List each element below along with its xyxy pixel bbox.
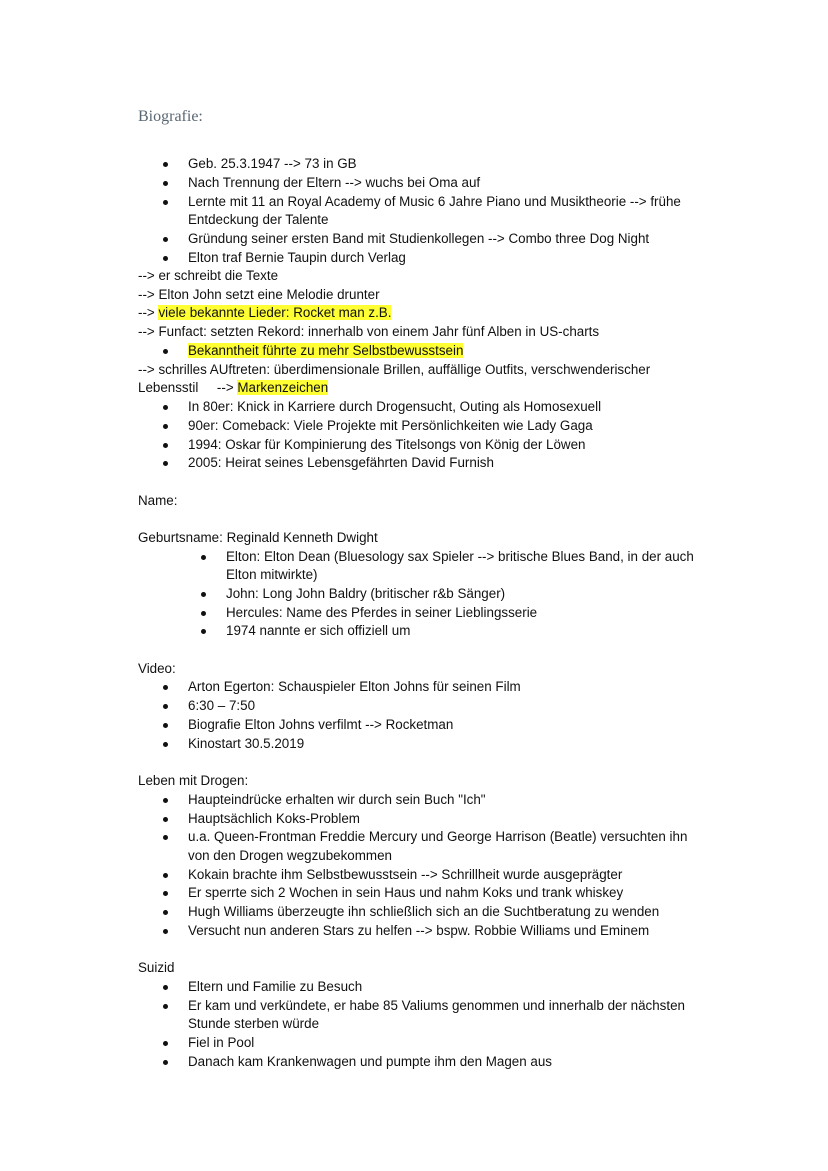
bullet — [163, 891, 168, 896]
bullet — [163, 835, 168, 840]
list-item: 1974 nannte er sich offiziell um — [226, 623, 411, 638]
list-item: Hauptsächlich Koks-Problem — [188, 811, 360, 826]
list-item-continuation: Elton mitwirkte) — [226, 567, 318, 582]
bullet — [163, 256, 168, 261]
bullet — [163, 424, 168, 429]
highlighted-text: viele bekannte Lieder: Rocket man z.B. — [158, 305, 392, 320]
list-item: Elton traf Bernie Taupin durch Verlag — [188, 250, 406, 265]
arrow-line-melodie: --> Elton John setzt eine Melodie drunter — [138, 287, 380, 302]
list-item: Nach Trennung der Eltern --> wuchs bei Oma auf — [188, 175, 481, 190]
list-item: Kinostart 30.5.2019 — [188, 736, 305, 751]
bullet — [163, 929, 168, 934]
list-item: Elton: Elton Dean (Bluesology sax Spieler --> britische Blues Band, in der auch — [226, 549, 694, 564]
list-item: Er sperrte sich 2 Wochen in sein Haus und nahm Koks und trank whiskey — [188, 885, 624, 900]
bullet — [163, 461, 168, 466]
list-item — [188, 342, 463, 361]
bullet — [163, 405, 168, 410]
bullet — [163, 704, 168, 709]
list-item: John: Long John Baldry (britischer r&b Sänger) — [226, 586, 506, 601]
section-title-drogen: Leben mit Drogen: — [138, 773, 249, 788]
bullet — [163, 1041, 168, 1046]
list-item: Kokain brachte ihm Selbstbewusstsein --> Schrillheit wurde ausgeprägter — [188, 867, 623, 882]
bullet — [163, 910, 168, 915]
bullet — [163, 798, 168, 803]
list-item: Fiel in Pool — [188, 1035, 255, 1050]
bullet — [163, 685, 168, 690]
bullet — [163, 873, 168, 878]
arrow-line-funfact: --> Funfact: setzten Rekord: innerhalb von einem Jahr fünf Alben in US-charts — [138, 324, 600, 339]
bullet — [163, 200, 168, 205]
arrow-line-schrill: --> schrilles AUftreten: überdimensionale Brillen, auffällige Outfits, verschwenderischer — [138, 362, 651, 377]
bullet — [201, 592, 206, 597]
section-title-video: Video: — [138, 661, 176, 676]
list-item: Geb. 25.3.1947 --> 73 in GB — [188, 156, 357, 171]
highlighted-text: Markenzeichen — [237, 380, 329, 395]
list-item: Er kam und verkündete, er habe 85 Valiums genommen und innerhalb der nächsten — [188, 998, 685, 1013]
list-item: Biografie Elton Johns verfilmt --> Rocketman — [188, 717, 454, 732]
list-item: 6:30 – 7:50 — [188, 698, 256, 713]
section-title-biografie: Biografie: — [138, 108, 203, 125]
text-prefix: Lebensstil --> — [138, 380, 238, 395]
bullet — [201, 629, 206, 634]
highlighted-text: Bekanntheit führte zu mehr Selbstbewusstsein — [188, 343, 464, 358]
bullet — [163, 181, 168, 186]
bullet — [163, 349, 168, 354]
bullet — [163, 162, 168, 167]
bullet — [163, 237, 168, 242]
list-item: u.a. Queen-Frontman Freddie Mercury und George Harrison (Beatle) versuchten ihn — [188, 829, 688, 844]
list-item: In 80er: Knick in Karriere durch Drogensucht, Outing als Homosexuell — [188, 399, 602, 414]
bullet — [163, 443, 168, 448]
list-item-continuation: Stunde sterben würde — [188, 1016, 320, 1031]
list-item: Arton Egerton: Schauspieler Elton Johns für seinen Film — [188, 679, 521, 694]
list-item-continuation: von den Drogen wegzubekommen — [188, 848, 392, 863]
bullet — [163, 742, 168, 747]
section-title-suizid: Suizid — [138, 960, 175, 975]
bullet — [163, 817, 168, 822]
list-item: Danach kam Krankenwagen und pumpte ihm den Magen aus — [188, 1054, 553, 1069]
list-item: Haupteindrücke erhalten wir durch sein Buch "Ich" — [188, 792, 486, 807]
list-item: 1994: Oskar für Kompinierung des Titelsongs von König der Löwen — [188, 437, 586, 452]
list-item: Eltern und Familie zu Besuch — [188, 979, 363, 994]
bullet — [163, 723, 168, 728]
list-item: 90er: Comeback: Viele Projekte mit Persönlichkeiten wie Lady Gaga — [188, 418, 593, 433]
list-item: Hugh Williams überzeugte ihn schließlich sich an die Suchtberatung zu wenden — [188, 904, 660, 919]
bullet — [163, 985, 168, 990]
list-item-continuation: Entdeckung der Talente — [188, 212, 329, 227]
bullet — [163, 1004, 168, 1009]
list-item: 2005: Heirat seines Lebensgefährten David Furnish — [188, 455, 494, 470]
section-title-name: Name: — [138, 493, 178, 508]
bullet — [163, 1060, 168, 1065]
bullet — [201, 611, 206, 616]
list-item: Gründung seiner ersten Band mit Studienkollegen --> Combo three Dog Night — [188, 231, 650, 246]
bullet — [201, 555, 206, 560]
arrow-line-lieder — [138, 304, 391, 323]
list-item: Lernte mit 11 an Royal Academy of Music 6 Jahre Piano und Musiktheorie --> frühe — [188, 194, 681, 209]
arrow-line-texte: --> er schreibt die Texte — [138, 268, 279, 283]
geburtsname: Geburtsname: Reginald Kenneth Dwight — [138, 530, 378, 545]
list-item: Hercules: Name des Pferdes in seiner Lieblingsserie — [226, 605, 538, 620]
arrow-prefix: --> — [138, 305, 159, 320]
list-item: Versucht nun anderen Stars zu helfen --> bspw. Robbie Williams und Eminem — [188, 923, 650, 938]
arrow-line-schrill-continuation — [138, 379, 328, 398]
